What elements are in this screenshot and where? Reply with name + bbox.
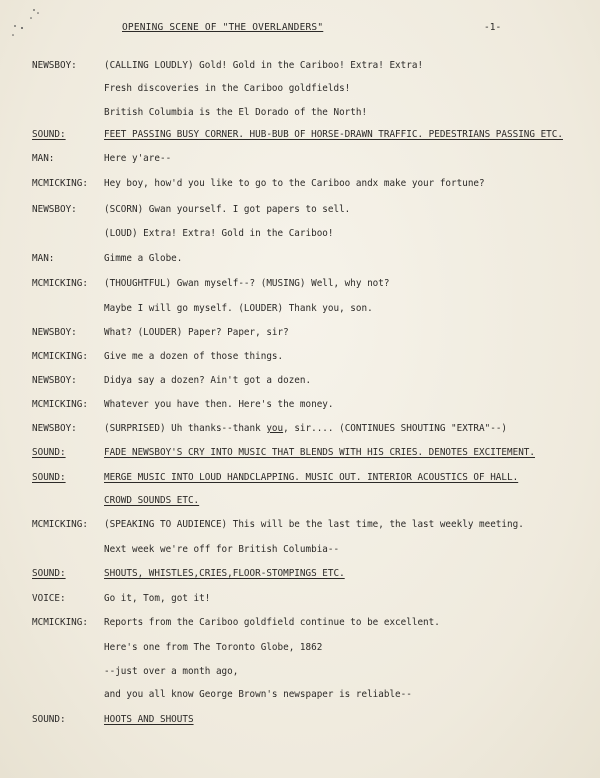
dialogue-text: Next week we're off for British Columbia-- (104, 544, 340, 555)
sound-cue-text: MERGE MUSIC INTO LOUD HANDCLAPPING. MUSIC OUT. INTERIOR ACOUSTICS OF HALL. (104, 472, 519, 483)
script-line (0, 350, 600, 364)
dialogue-text: (LOUD) Extra! Extra! Gold in the Cariboo! (104, 228, 334, 239)
speaker-label: MCMICKING: (32, 351, 88, 362)
script-line (0, 227, 600, 241)
dialogue-text: Fresh discoveries in the Cariboo goldfields! (104, 83, 351, 94)
speaker-label: NEWSBOY: (32, 327, 77, 338)
page-number: -1- (484, 22, 502, 33)
dialogue-text: (SPEAKING TO AUDIENCE) This will be the last time, the last weekly meeting. (104, 519, 524, 530)
script-line (0, 616, 600, 630)
dialogue-text: --just over a month ago, (104, 666, 239, 677)
dialogue-text: Gimme a Globe. (104, 253, 183, 264)
script-line (0, 641, 600, 655)
script-line (0, 688, 600, 702)
dialogue-text-part: (SURPRISED) Uh thanks--thank (104, 423, 267, 434)
script-line (0, 59, 600, 73)
speaker-label: MAN: (32, 153, 55, 164)
dialogue-text: Go it, Tom, got it! (104, 593, 211, 604)
speaker-label: SOUND: (32, 129, 66, 140)
speaker-label: MCMICKING: (32, 399, 88, 410)
dialogue-text: Didya say a dozen? Ain't got a dozen. (104, 375, 312, 386)
script-line (0, 398, 600, 412)
sound-cue-line (0, 713, 600, 727)
speaker-label: MCMICKING: (32, 178, 88, 189)
speaker-label: VOICE: (32, 593, 66, 604)
dialogue-text: What? (LOUDER) Paper? Paper, sir? (104, 327, 289, 338)
dialogue-text: Reports from the Cariboo goldfield continue to be excellent. (104, 617, 440, 628)
dialogue-text: (CALLING LOUDLY) Gold! Gold in the Cariboo! Extra! Extra! (104, 60, 424, 71)
script-line (0, 665, 600, 679)
emphasized-word: you (266, 423, 284, 434)
script-line (0, 518, 600, 532)
dialogue-text: (SCORN) Gwan yourself. I got papers to sell. (104, 204, 351, 215)
script-line (0, 82, 600, 96)
script-line (0, 152, 600, 166)
script-line (0, 252, 600, 266)
dialogue-text-part: , sir.... (CONTINUES SHOUTING "EXTRA"--) (283, 423, 508, 434)
script-line (0, 374, 600, 388)
sound-cue-text: HOOTS AND SHOUTS (104, 714, 194, 725)
sound-cue-text: SHOUTS, WHISTLES,CRIES,FLOOR-STOMPINGS ETC. (104, 568, 345, 579)
sound-cue-line (0, 128, 600, 142)
dialogue-text: Maybe I will go myself. (LOUDER) Thank you, son. (104, 303, 373, 314)
dialogue-text: and you all know George Brown's newspaper is reliable-- (104, 689, 412, 700)
script-line (0, 203, 600, 217)
dialogue-text: Whatever you have then. Here's the money. (104, 399, 334, 410)
dialogue-text: (THOUGHTFUL) Gwan myself--? (MUSING) Well, why not? (104, 278, 390, 289)
script-line (0, 592, 600, 606)
script-line (0, 422, 600, 436)
speaker-label: MAN: (32, 253, 55, 264)
dialogue-text (104, 422, 507, 436)
dialogue-text: Hey boy, how'd you like to go to the Cariboo andx make your fortune? (104, 178, 485, 189)
dialogue-text: Here's one from The Toronto Globe, 1862 (104, 642, 323, 653)
sound-cue-text: CROWD SOUNDS ETC. (104, 495, 200, 506)
dialogue-text: British Columbia is the El Dorado of the North! (104, 107, 368, 118)
sound-cue-text: FEET PASSING BUSY CORNER. HUB-BUB OF HORSE-DRAWN TRAFFIC. PEDESTRIANS PASSING ETC. (104, 129, 563, 140)
speaker-label: MCMICKING: (32, 519, 88, 530)
script-line (0, 326, 600, 340)
speaker-label: SOUND: (32, 472, 66, 483)
sound-cue-line (0, 567, 600, 581)
speaker-label: SOUND: (32, 714, 66, 725)
dialogue-text: Here y'are-- (104, 153, 172, 164)
sound-cue-line (0, 471, 600, 485)
sound-cue-line (0, 446, 600, 460)
dialogue-text: Give me a dozen of those things. (104, 351, 284, 362)
speaker-label: NEWSBOY: (32, 423, 77, 434)
speaker-label: MCMICKING: (32, 617, 88, 628)
speaker-label: NEWSBOY: (32, 60, 77, 71)
sound-cue-line (0, 494, 600, 508)
script-line (0, 543, 600, 557)
document-title: OPENING SCENE OF "THE OVERLANDERS" (122, 22, 324, 33)
sound-cue-text: FADE NEWSBOY'S CRY INTO MUSIC THAT BLENDS WITH HIS CRIES. DENOTES EXCITEMENT. (104, 447, 535, 458)
speaker-label: SOUND: (32, 568, 66, 579)
speaker-label: NEWSBOY: (32, 375, 77, 386)
script-line (0, 177, 600, 191)
speaker-label: SOUND: (32, 447, 66, 458)
speaker-label: MCMICKING: (32, 278, 88, 289)
script-line (0, 302, 600, 316)
script-line (0, 277, 600, 291)
script-line (0, 106, 600, 120)
speaker-label: NEWSBOY: (32, 204, 77, 215)
